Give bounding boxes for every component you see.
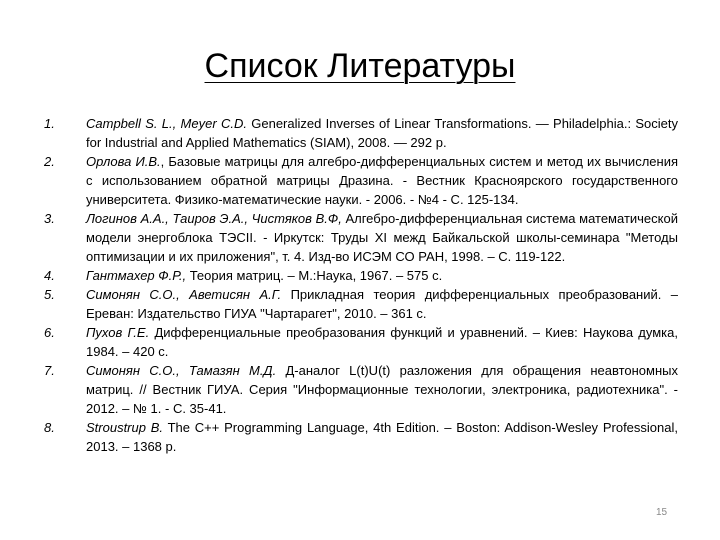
reference-number: 4. <box>44 268 55 283</box>
reference-item <box>44 209 678 266</box>
reference-number: 3. <box>44 211 55 226</box>
reference-details: , Базовые матрицы для алгебро-дифференциальных систем и метод их вычисления с использованием обратной матрицы Дразина. - Вестник Красноярского государственного университета. Физико-математические науки. - 2006. - №4 - С. 125-134. <box>86 154 678 207</box>
reference-text <box>86 152 678 209</box>
reference-text <box>86 285 678 323</box>
page-title-text: Список Литературы <box>204 47 516 85</box>
reference-item <box>44 361 678 418</box>
reference-item <box>44 114 678 152</box>
reference-text <box>86 114 678 152</box>
reference-list <box>44 114 678 456</box>
reference-author: Симонян С.О., Аветисян А.Г. <box>86 287 282 302</box>
reference-details: Прикладная теория дифференциальных преобразований. – Ереван: Издательство ГИУА "Чартарагет", 2010. – 361 с. <box>86 287 679 321</box>
reference-item <box>44 152 678 209</box>
reference-details: Алгебро-дифференциальная система математической модели энергоблока ТЭСII. - Иркутск: Труды XI межд Байкальской школы-семинара "Методы оптимизации и их приложения", т. 4. Изд-во ИСЭМ СО РАН, 1998. – С. 119-122. <box>86 211 678 264</box>
page-number: 15 <box>656 507 668 518</box>
reference-item <box>44 266 678 285</box>
reference-author: Гантмахер Ф.Р., <box>86 268 187 283</box>
reference-details: Generalized Inverses of Linear Transformations. — Philadelphia.: Society for Industrial and Applied Mathematics (SIAM), 2008. — 292 p. <box>86 116 679 150</box>
reference-item <box>44 323 678 361</box>
page-title <box>0 44 720 88</box>
reference-author: Симонян С.О., Тамазян М.Д. <box>86 363 277 378</box>
reference-item <box>44 418 678 456</box>
reference-details: Теория матриц. – М.:Наука, 1967. – 575 с. <box>186 268 443 283</box>
reference-number: 7. <box>44 363 55 378</box>
reference-author: Логинов А.А., Таиров Э.А., Чистяков В.Ф, <box>86 211 342 226</box>
reference-item <box>44 285 678 323</box>
reference-text <box>86 209 678 266</box>
reference-details: Дифференциальные преобразования функций и уравнений. – Киев: Наукова думка, 1984. – 420 с. <box>86 325 678 359</box>
reference-number: 8. <box>44 420 55 435</box>
reference-details: Д-аналог L(t)U(t) разложения для обращения неавтономных матриц. // Вестник ГИУА. Серия "Информационные технологии, электроника, радиотехника". - 2012. – № 1. - С. 35-41. <box>86 363 678 416</box>
reference-author: Stroustrup B. <box>86 420 164 435</box>
reference-number: 1. <box>44 116 55 131</box>
reference-text <box>86 266 678 285</box>
reference-number: 5. <box>44 287 55 302</box>
reference-author: Орлова И.В. <box>86 154 161 169</box>
reference-text <box>86 323 678 361</box>
reference-number: 2. <box>44 154 55 169</box>
reference-author: Пухов Г.Е. <box>86 325 150 340</box>
reference-details: The C++ Programming Language, 4th Edition. – Boston: Addison-Wesley Professional, 2013. – 1368 p. <box>86 420 678 454</box>
reference-text <box>86 418 678 456</box>
reference-text <box>86 361 678 418</box>
reference-author: Campbell S. L., Meyer C.D. <box>86 116 247 131</box>
reference-number: 6. <box>44 325 55 340</box>
